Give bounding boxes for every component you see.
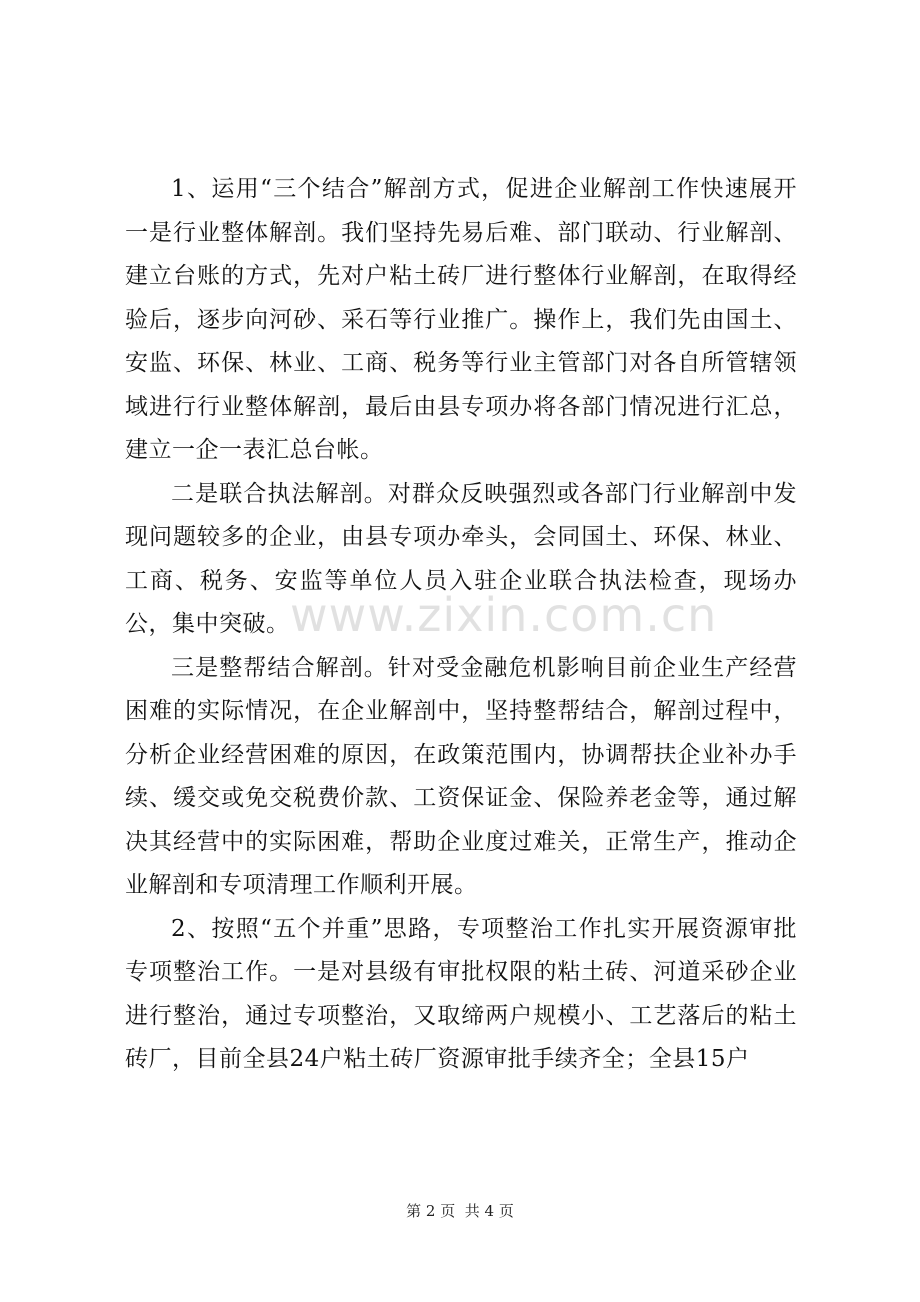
paragraph-3: 三是整帮结合解剖。针对受金融危机影响目前企业生产经营困难的实际情况，在企业解剖中，坚持整帮结合，解剖过程中，分析企业经营困难的原因，在政策范围内，协调帮扶企业补办手续、缓交或免交税费价款、工资保证金、保险养老金等，通过解决其经营中的实际困难，帮助企业度过难关，正常生产，推动企业解剖和专项清理工作顺利开展。 [125,654,797,898]
watermark: www.zixin.com.cn [290,588,718,642]
paragraph-4: 2、按照“五个并重”思路，专项整治工作扎实开展资源审批专项整治工作。一是对县级有审批权限的粘土砖、河道采砂企业进行整治，通过专项整治，又取缔两户规模小、工艺落后的粘土砖厂，目前全县24户粘土砖厂资源审批手续齐全；全县15户 [125,915,797,1072]
document-body [125,168,797,1082]
paragraph-2: 二是联合执法解剖。对群众反映强烈或各部门行业解剖中发现问题较多的企业，由县专项办牵头，会同国土、环保、林业、工商、税务、安监等单位人员入驻企业联合执法检查，现场办公，集中突破。 [125,480,797,637]
page-number-footer: 第 2 页 共 4 页 [406,1202,514,1220]
paragraph-1: 1、运用“三个结合”解剖方式，促进企业解剖工作快速展开一是行业整体解剖。我们坚持先易后难、部门联动、行业解剖、建立台账的方式，先对户粘土砖厂进行整体行业解剖，在取得经验后，逐步向河砂、采石等行业推广。操作上，我们先由国土、安监、环保、林业、工商、税务等行业主管部门对各自所管辖领域进行行业整体解剖，最后由县专项办将各部门情况进行汇总，建立一企一表汇总台帐。 [125,176,797,463]
